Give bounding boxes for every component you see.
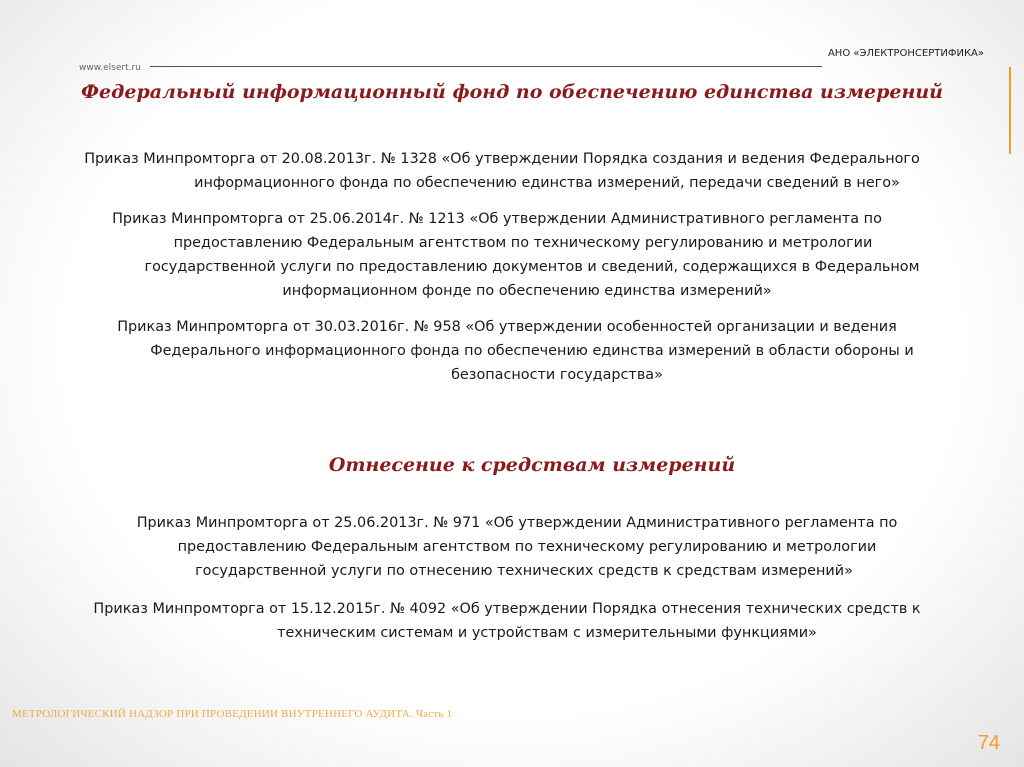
paragraph-order-1328: [0, 147, 1024, 195]
paragraph-line: Приказ Минпромторга от 25.06.2013г. № 971 «Об утверждении Административного регламента по: [136, 515, 898, 531]
page-number: 74: [977, 732, 1000, 754]
paragraph-line: информационного фонда по обеспечению единства измерений, передачи сведений в него»: [194, 175, 900, 191]
section-title-measuring-instruments: Отнесение к средствам измерений: [328, 454, 736, 476]
paragraph-line: Приказ Минпромторга от 15.12.2015г. № 4092 «Об утверждении Порядка отнесения технических средств к: [93, 601, 921, 617]
paragraph-line: государственной услуги по предоставлению документов и сведений, содержащихся в Федеральном: [144, 259, 920, 275]
paragraph-order-958: [0, 315, 1024, 387]
paragraph-line: Приказ Минпромторга от 25.06.2014г. № 1213 «Об утверждении Административного регламента по: [112, 211, 882, 227]
paragraph-line: Федерального информационного фонда по обеспечению единства измерений в области обороны и: [150, 343, 914, 359]
paragraph-line: Приказ Минпромторга от 30.03.2016г. № 958 «Об утверждении особенностей организации и ведения: [117, 319, 897, 335]
paragraph-line: предоставлению Федеральным агентством по техническому регулированию и метрологии: [173, 235, 873, 251]
paragraph-line: информационном фонде по обеспечению единства измерений»: [282, 283, 772, 299]
section-title-fund: Федеральный информационный фонд по обеспечению единства измерений: [81, 81, 943, 103]
paragraph-line: техническим системам и устройствам с измерительными функциями»: [277, 625, 817, 641]
paragraph-line: Приказ Минпромторга от 20.08.2013г. № 1328 «Об утверждении Порядка создания и ведения Федерального: [84, 151, 920, 167]
footer-title: МЕТРОЛОГИЧЕСКИЙ НАДЗОР ПРИ ПРОВЕДЕНИИ ВНУТРЕННЕГО АУДИТА. Часть 1: [12, 708, 453, 720]
paragraph-order-971: [0, 511, 1024, 583]
paragraph-line: предоставлению Федеральным агентством по техническому регулированию и метрологии: [177, 539, 877, 555]
paragraph-order-1213: [0, 207, 1024, 303]
paragraph-order-4092: [0, 597, 1024, 645]
organization-name: АНО «ЭЛЕКТРОНСЕРТИФИКА»: [827, 48, 984, 59]
header-rule: [150, 66, 822, 67]
paragraph-line: государственной услуги по отнесению технических средств к средствам измерений»: [195, 563, 853, 579]
paragraph-line: безопасности государства»: [451, 367, 663, 383]
website-url: www.elsert.ru: [79, 63, 141, 73]
